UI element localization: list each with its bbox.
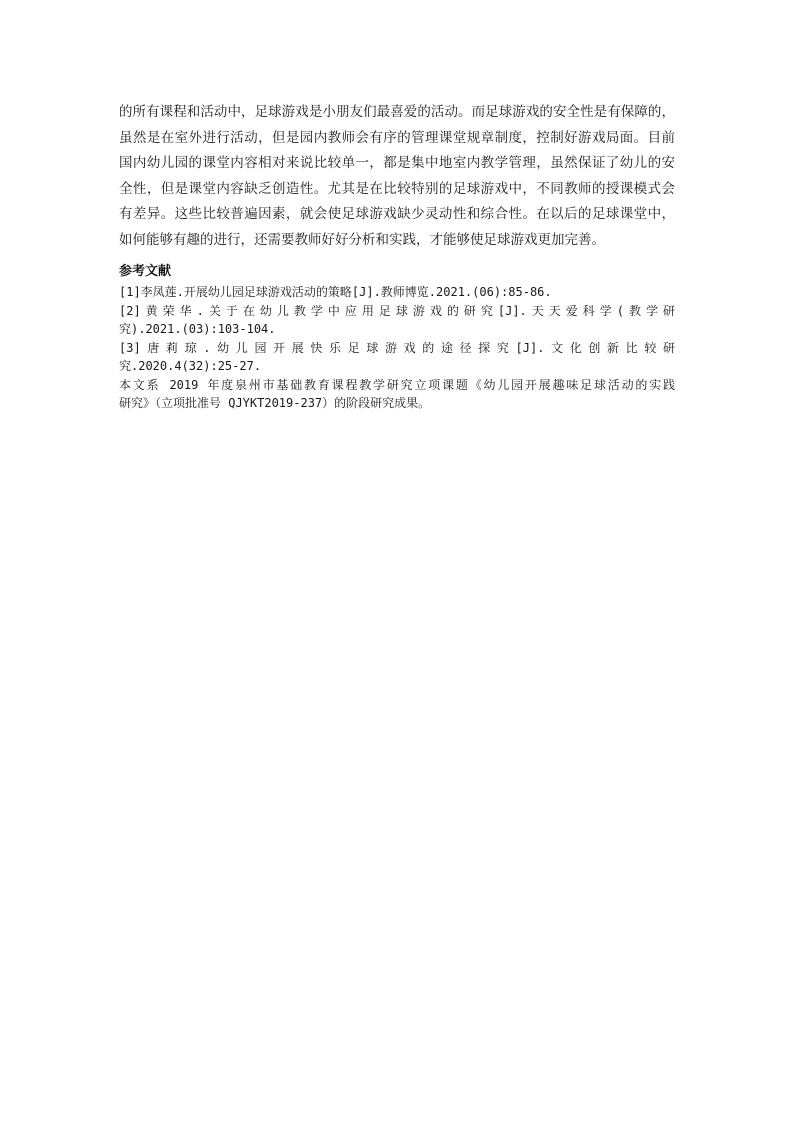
paragraph-line: 的所有课程和活动中，足球游戏是小朋友们最喜爱的活动。而足球游戏的安全性是有保障的， — [119, 104, 675, 120]
reference-line: [3]唐莉琼.幼儿园开展快乐足球游戏的途径探究[J].文化创新比较研 — [119, 340, 675, 355]
paragraph-line: 全性，但是课堂内容缺乏创造性。尤其是在比较特别的足球游戏中，不同教师的授课模式会 — [119, 180, 675, 197]
paragraph-line: 有差异。这些比较普遍因素，就会使足球游戏缺少灵动性和综合性。在以后的足球课堂中， — [119, 206, 675, 222]
reference-line: [2]黄荣华.关于在幼儿教学中应用足球游戏的研究[J].天天爱科学(教学研 — [119, 303, 675, 318]
body-paragraph — [119, 100, 675, 253]
paragraph-line: 如何能够有趣的进行，还需要教师好好分析和实践，才能够使足球游戏更加完善。 — [119, 231, 605, 248]
reference-line: 究).2021.(03):103-104. — [119, 322, 276, 336]
references-heading: 参考文献 — [119, 264, 172, 279]
references-list — [119, 283, 675, 413]
paragraph-line: 虽然是在室外进行活动，但是园内教师会有序的管理课堂规章制度，控制好游戏局面。目前 — [119, 129, 675, 146]
funding-note-line: 研究》（立项批准号 QJYKT2019-237）的阶段研究成果。 — [119, 396, 431, 410]
reference-line: [1]李凤莲.开展幼儿园足球游戏活动的策略[J].教师博览.2021.(06):85-86. — [119, 285, 552, 299]
funding-note-line: 本文系 2019 年度泉州市基础教育课程教学研究立项课题《幼儿园开展趣味足球活动的实践 — [119, 377, 675, 392]
paragraph-line: 国内幼儿园的课堂内容相对来说比较单一，都是集中地室内教学管理，虽然保证了幼儿的安 — [119, 155, 675, 171]
reference-line: 究.2020.4(32):25-27. — [119, 359, 262, 373]
